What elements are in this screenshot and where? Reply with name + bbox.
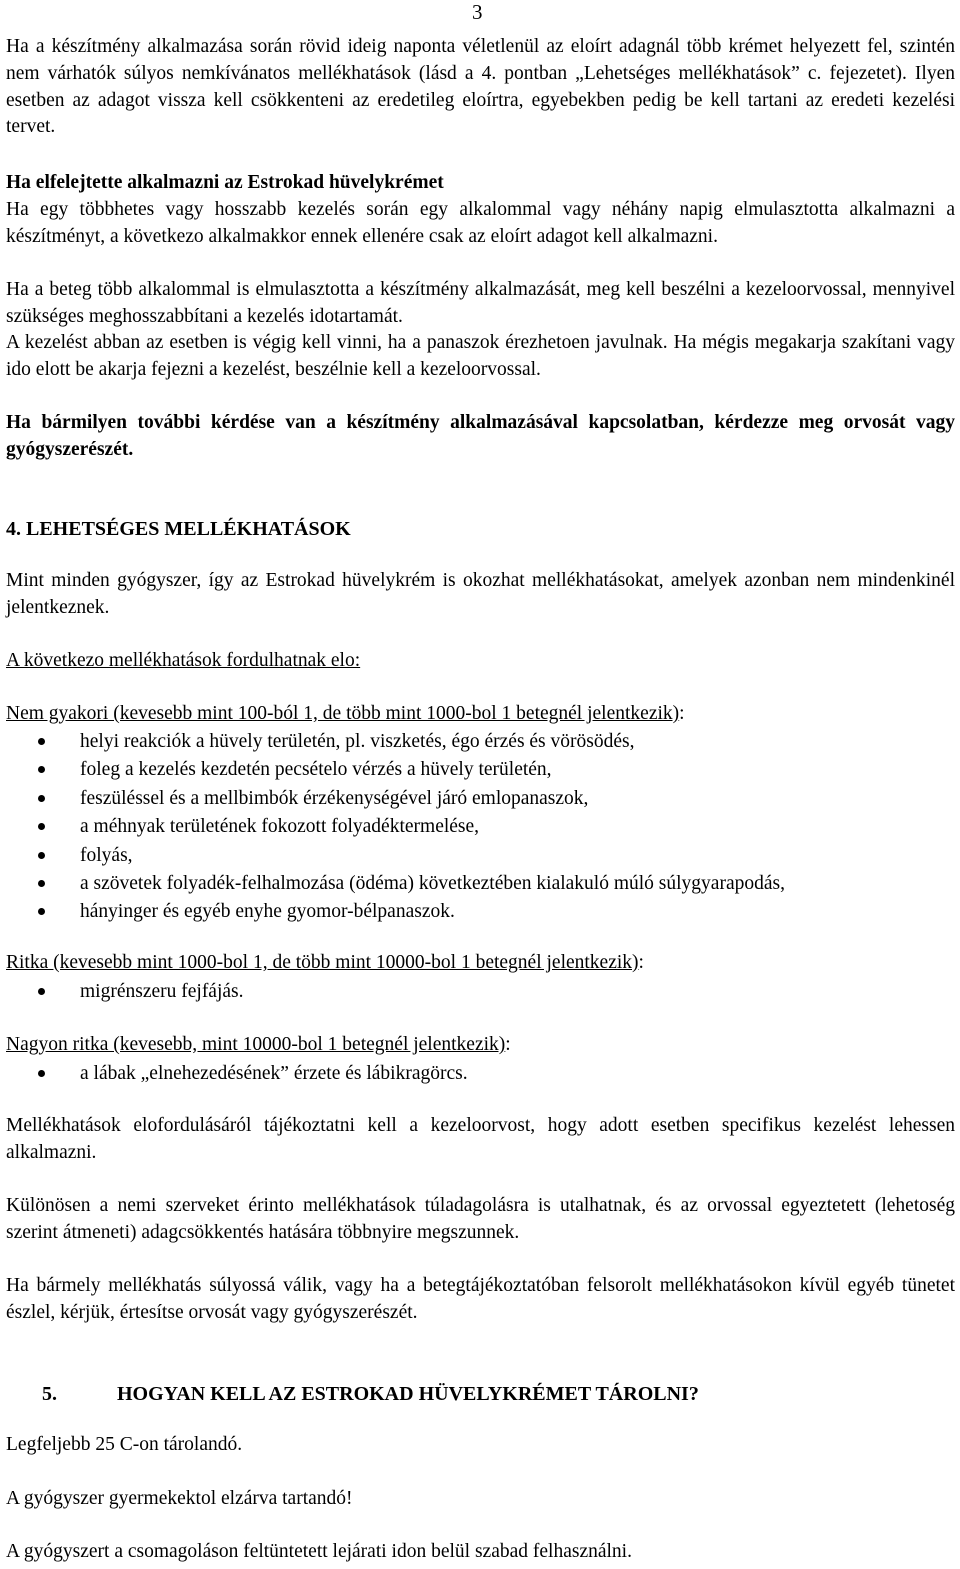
forgot-paragraph-1: Ha egy többhetes vagy hosszabb kezelés során egy alkalommal vagy néhány napig elmulasztotta alkalmazni a készítményt, a következo alkalmakkor ennek ellenére csak az eloírt adagot kell alkalmazni. bbox=[6, 199, 955, 247]
storage-expiry: A gyógyszert a csomagoláson feltüntetett lejárati idon belül szabad felhasználni. bbox=[6, 1541, 632, 1562]
very-rare-colon: : bbox=[505, 1034, 511, 1055]
bullet-icon bbox=[38, 766, 45, 773]
forgot-heading: Ha elfelejtette alkalmazni az Estrokad hüvelykrémet bbox=[6, 172, 444, 193]
list-item-text: migrénszeru fejfájás. bbox=[80, 981, 244, 1002]
overdose-signs-paragraph: Különösen a nemi szerveket érinto mellékhatások túladagolásra is utalhatnak, és az orvossal egyeztetett (lehetoség szerint átmeneti) adagcsökkentés hatására többnyire megszunnek. bbox=[6, 1195, 955, 1243]
section-4-intro: Mint minden gyógyszer, így az Estrokad hüvelykrém is okozhat mellékhatásokat, amelyek azonban nem mindenkinél jelentkeznek. bbox=[6, 570, 955, 618]
list-item-text: feszüléssel és a mellbimbók érzékenységével járó emlopanaszok, bbox=[80, 787, 589, 809]
list-item bbox=[38, 898, 938, 926]
bullet-icon bbox=[38, 852, 45, 859]
side-effects-lead-text: A következo mellékhatások fordulhatnak elo: bbox=[6, 650, 361, 671]
rare-label bbox=[6, 950, 955, 977]
uncommon-list bbox=[38, 728, 938, 927]
questions-paragraph: Ha bármilyen további kérdése van a készítmény alkalmazásával kapcsolatban, kérdezze meg orvosát vagy gyógyszerészét. bbox=[6, 412, 955, 460]
list-item bbox=[38, 756, 938, 784]
rare-list bbox=[38, 978, 938, 1006]
list-item bbox=[38, 1060, 938, 1088]
side-effects-lead bbox=[6, 648, 955, 675]
storage-children: A gyógyszer gyermekektol elzárva tartandó! bbox=[6, 1488, 353, 1509]
bullet-icon bbox=[38, 823, 45, 830]
very-rare-list bbox=[38, 1060, 938, 1088]
list-item bbox=[38, 785, 938, 813]
forgot-paragraph-2: Ha a beteg több alkalommal is elmulasztotta a készítmény alkalmazását, meg kell beszélni a kezeloorvossal, mennyivel szükséges meghosszabbítani a kezelés idotartamát. bbox=[6, 279, 955, 327]
list-item-text: foleg a kezelés kezdetén pecsételo vérzés a hüvely területén, bbox=[80, 759, 552, 781]
very-rare-label-text: Nagyon ritka (kevesebb, mint 10000-bol 1 betegnél jelentkezik) bbox=[6, 1034, 506, 1055]
rare-label-text: Ritka (kevesebb mint 1000-bol 1, de több mint 10000-bol 1 betegnél jelentkezik) bbox=[6, 952, 639, 973]
list-item-text: a lábak „elnehezedésének” érzete és lábikragörcs. bbox=[80, 1063, 468, 1084]
overdose-paragraph: Ha a készítmény alkalmazása során rövid ideig naponta véletlenül az eloírt adagnál több krémet helyezett fel, szintén nem várhatók súlyos nemkívánatos mellékhatások (lásd a 4. pontban „Lehetséges mellékhatások” c. fejezetet). Ilyen esetben az adagot vissza kell csökkenteni az eredetileg eloírtra, egyebekben pedig be kell tartani az eredeti kezelési tervet. bbox=[6, 36, 955, 138]
list-item bbox=[38, 870, 938, 898]
bullet-icon bbox=[38, 738, 45, 745]
list-item bbox=[38, 842, 938, 870]
list-item-text: hányinger és egyéb enyhe gyomor-bélpanaszok. bbox=[80, 901, 455, 923]
uncommon-label-text: Nem gyakori (kevesebb mint 100-ból 1, de több mint 1000-bol 1 betegnél jelentkezik) bbox=[6, 703, 680, 724]
very-rare-label bbox=[6, 1032, 955, 1059]
list-item bbox=[38, 813, 938, 841]
storage-temperature: Legfeljebb 25 C-on tárolandó. bbox=[6, 1434, 243, 1455]
list-item-text: a szövetek folyadék-felhalmozása (ödéma) következtében kialakuló múló súlygyarapodás, bbox=[80, 872, 785, 894]
section-4-heading: 4. LEHETSÉGES MELLÉKHATÁSOK bbox=[6, 518, 351, 540]
list-item-text: a méhnyak területének fokozott folyadéktermelése, bbox=[80, 816, 480, 838]
uncommon-colon: : bbox=[679, 703, 685, 724]
uncommon-label bbox=[6, 701, 955, 728]
report-doctor-paragraph: Mellékhatások elofordulásáról tájékoztatni kell a kezeloorvost, hogy adott esetben specifikus kezelést lehessen alkalmazni. bbox=[6, 1115, 955, 1163]
rare-colon: : bbox=[638, 952, 644, 973]
list-item bbox=[38, 728, 938, 756]
section-5-number: 5. bbox=[42, 1383, 57, 1405]
bullet-icon bbox=[38, 795, 45, 802]
section-5-heading: HOGYAN KELL AZ ESTROKAD HÜVELYKRÉMET TÁROLNI? bbox=[117, 1383, 699, 1405]
bullet-icon bbox=[38, 908, 45, 915]
bullet-icon bbox=[38, 1070, 45, 1077]
list-item-text: helyi reakciók a hüvely területén, pl. viszketés, égo érzés és vörösödés, bbox=[80, 731, 635, 752]
list-item-text: folyás, bbox=[80, 844, 133, 866]
list-item bbox=[38, 978, 938, 1006]
serious-effects-paragraph: Ha bármely mellékhatás súlyossá válik, vagy ha a betegtájékoztatóban felsorolt mellékhatásokon kívül egyéb tünetet észlel, kérjük, értesítse orvosát vagy gyógyszerészét. bbox=[6, 1275, 955, 1323]
bullet-icon bbox=[38, 988, 45, 995]
forgot-paragraph-3: A kezelést abban az esetben is végig kell vinni, ha a panaszok érezhetoen javulnak. Ha mégis megakarja szakítani vagy ido elott be akarja fejezni a kezelést, beszélnie kell a kezeloorvossal. bbox=[6, 332, 955, 380]
page-number: 3 bbox=[472, 0, 483, 24]
bullet-icon bbox=[38, 880, 45, 887]
